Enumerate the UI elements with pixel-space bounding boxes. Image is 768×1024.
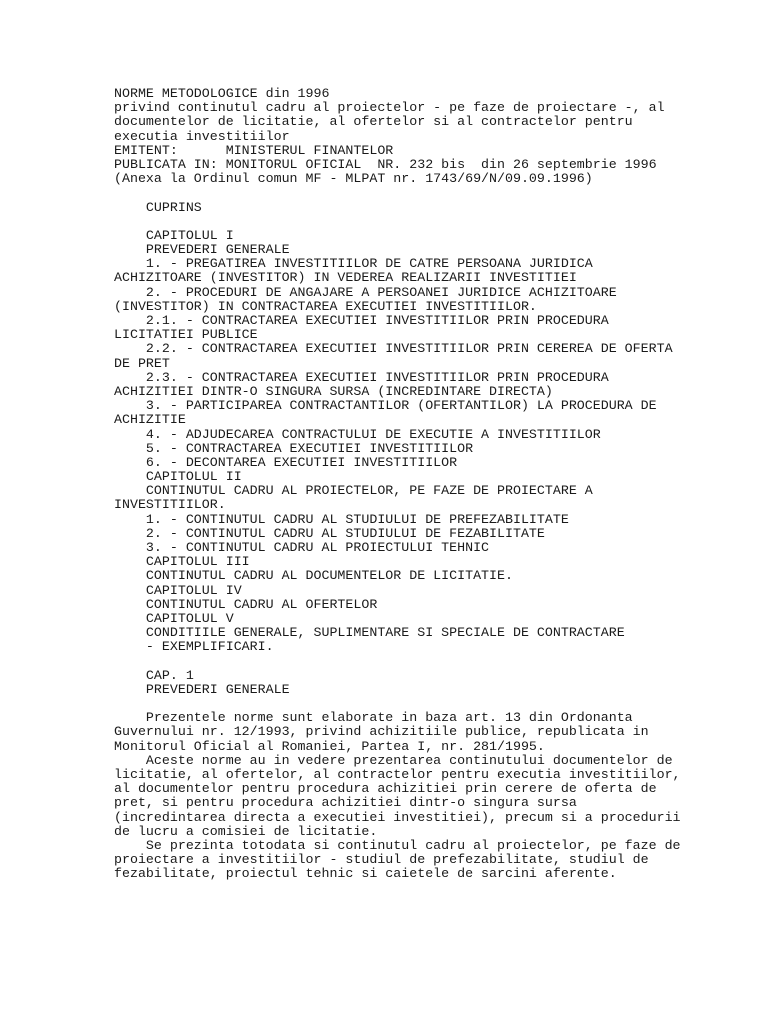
contents-entry: 2.3. - CONTRACTAREA EXECUTIEI INVESTITIILOR PRIN PROCEDURA — [114, 369, 609, 385]
contents-entry: 2. - CONTINUTUL CADRU AL STUDIULUI DE FEZABILITATE — [114, 525, 545, 541]
contents-entry: 6. - DECONTAREA EXECUTIEI INVESTITIILOR — [114, 454, 458, 470]
contents-entry: ACHIZITOARE (INVESTITOR) IN VEDEREA REALIZARII INVESTITIEI — [114, 270, 577, 286]
body-paragraph-line: Se prezinta totodata si continutul cadru al proiectelor, pe faze de — [114, 837, 681, 853]
contents-entry: 2. - PROCEDURI DE ANGAJARE A PERSOANEI JURIDICE ACHIZITOARE — [114, 284, 617, 300]
chapter-title: CONTINUTUL CADRU AL OFERTELOR — [114, 596, 378, 612]
body-paragraph-line: fezabilitate, proiectul tehnic si caietele de sarcini aferente. — [114, 866, 617, 882]
contents-entry: ACHIZITIEI DINTR-O SINGURA SURSA (INCREDINTARE DIRECTA) — [114, 383, 553, 399]
document-subtitle-line: documentelor de licitatie, al ofertelor si al contractelor pentru — [114, 114, 633, 130]
chapter-title: CONTINUTUL CADRU AL DOCUMENTELOR DE LICITATIE. — [114, 568, 513, 584]
body-paragraph-line: Prezentele norme sunt elaborate in baza art. 13 din Ordonanta — [114, 710, 633, 726]
chapter-title: CONDITIILE GENERALE, SUPLIMENTARE SI SPECIALE DE CONTRACTARE — [114, 625, 625, 641]
contents-heading: CUPRINS — [114, 199, 202, 215]
issuer-line: EMITENT: MINISTERUL FINANTELOR — [114, 142, 394, 158]
contents-entry: 4. - ADJUDECAREA CONTRACTULUI DE EXECUTIE A INVESTITIILOR — [114, 426, 601, 442]
blank-line — [114, 186, 754, 200]
chapter-heading: CAPITOLUL IV — [114, 582, 242, 598]
contents-entry: 2.2. - CONTRACTAREA EXECUTIEI INVESTITIILOR PRIN CEREREA DE OFERTA — [114, 341, 673, 357]
body-paragraph-line: Aceste norme au in vedere prezentarea continutului documentelor de — [114, 752, 673, 768]
blank-line — [114, 655, 754, 669]
contents-entry: 1. - PREGATIREA INVESTITIILOR DE CATRE PERSOANA JURIDICA — [114, 256, 593, 272]
chapter-heading: CAPITOLUL V — [114, 610, 234, 626]
section-heading: CAP. 1 — [114, 667, 194, 683]
publication-line: PUBLICATA IN: MONITORUL OFICIAL NR. 232 bis din 26 septembrie 1996 — [114, 156, 657, 172]
document-title: NORME METODOLOGICE din 1996 — [114, 86, 330, 101]
document-subtitle-line: executia investitiilor — [114, 128, 290, 144]
annex-line: (Anexa la Ordinul comun MF - MLPAT nr. 1743/69/N/09.09.1996) — [114, 171, 593, 187]
section-title: PREVEDERI GENERALE — [114, 681, 290, 697]
chapter-title: PREVEDERI GENERALE — [114, 242, 290, 258]
chapter-title: - EXEMPLIFICARI. — [114, 639, 274, 655]
chapter-heading: CAPITOLUL II — [114, 469, 242, 485]
chapter-heading: CAPITOLUL III — [114, 554, 250, 570]
contents-entry: 1. - CONTINUTUL CADRU AL STUDIULUI DE PREFEZABILITATE — [114, 511, 569, 527]
body-paragraph-line: de lucru a comisiei de licitatie. — [114, 823, 378, 839]
contents-entry: LICITATIEI PUBLICE — [114, 327, 258, 343]
body-paragraph-line: Guvernului nr. 12/1993, privind achizitiile publice, republicata in — [114, 724, 649, 740]
contents-entry: ACHIZITIE — [114, 412, 186, 428]
body-paragraph-line: al documentelor pentru procedura achizitiei prin cerere de oferta de — [114, 781, 657, 797]
body-paragraph-line: (incredintarea directa a executiei investitiei), precum si a procedurii — [114, 809, 681, 825]
body-paragraph-line: proiectare a investitiilor - studiul de prefezabilitate, studiul de — [114, 852, 649, 868]
contents-entry: DE PRET — [114, 355, 170, 371]
document-text — [114, 87, 754, 882]
chapter-heading: CAPITOLUL I — [114, 227, 234, 243]
blank-line — [114, 697, 754, 711]
contents-entry: 3. - CONTINUTUL CADRU AL PROIECTULUI TEHNIC — [114, 540, 490, 555]
contents-entry: (INVESTITOR) IN CONTRACTAREA EXECUTIEI INVESTITIILOR. — [114, 298, 537, 314]
contents-entry: 5. - CONTRACTAREA EXECUTIEI INVESTITIILOR — [114, 440, 474, 456]
body-paragraph-line: pret, si pentru procedura achizitiei dintr-o singura sursa — [114, 795, 577, 811]
blank-line — [114, 215, 754, 229]
body-paragraph-line: licitatie, al ofertelor, al contractelor pentru executia investitiilor, — [114, 767, 681, 782]
contents-entry: 2.1. - CONTRACTAREA EXECUTIEI INVESTITIILOR PRIN PROCEDURA — [114, 313, 609, 328]
body-paragraph-line: Monitorul Oficial al Romaniei, Partea I, nr. 281/1995. — [114, 738, 545, 754]
contents-entry: 3. - PARTICIPAREA CONTRACTANTILOR (OFERTANTILOR) LA PROCEDURA DE — [114, 398, 657, 414]
chapter-title: CONTINUTUL CADRU AL PROIECTELOR, PE FAZE DE PROIECTARE A — [114, 483, 593, 499]
document-subtitle-line: privind continutul cadru al proiectelor - pe faze de proiectare -, al — [114, 100, 665, 116]
chapter-title: INVESTITIILOR. — [114, 497, 226, 513]
